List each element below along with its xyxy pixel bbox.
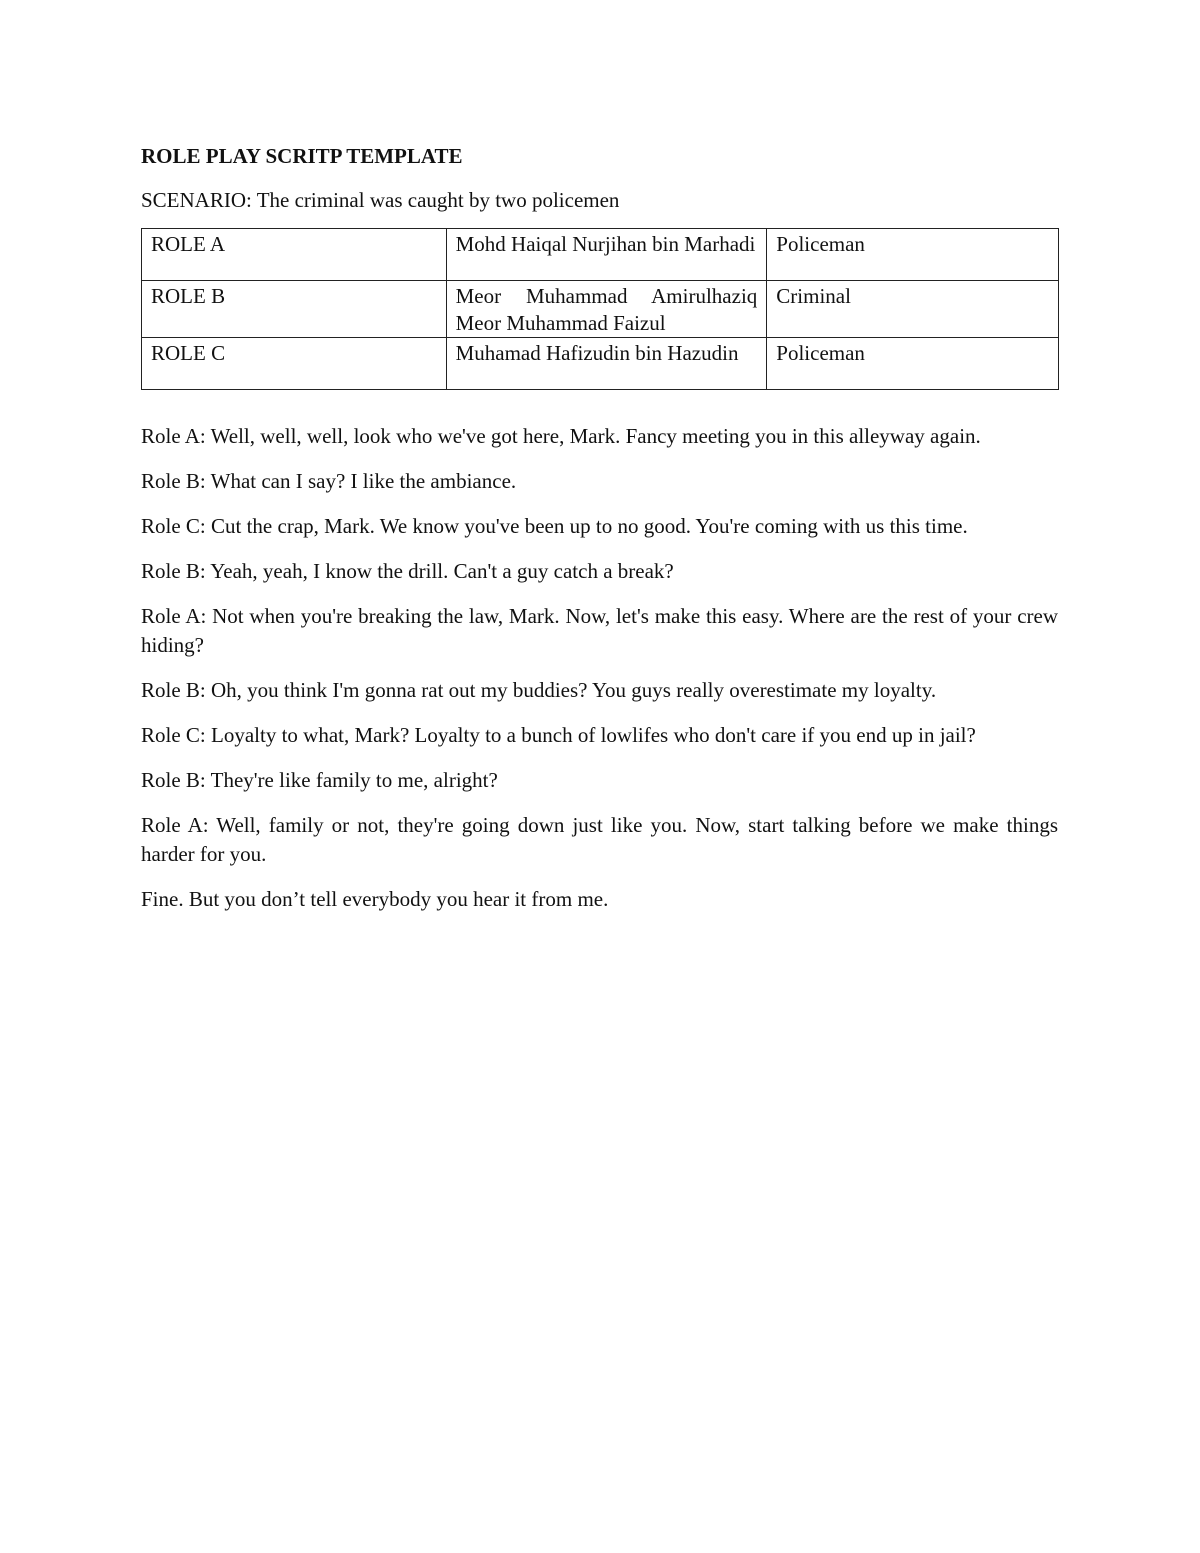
- dialogue-line: Role A: Well, family or not, they're going down just like you. Now, start talking before we make things harder for you.: [141, 813, 1058, 866]
- role-name: Mohd Haiqal Nurjihan bin Marhadi: [446, 229, 767, 281]
- dialogue-line: Role B: Yeah, yeah, I know the drill. Can't a guy catch a break?: [141, 559, 674, 583]
- dialogue-line: Role B: They're like family to me, alright?: [141, 768, 498, 792]
- role-label: ROLE C: [142, 338, 447, 390]
- dialogue-line: Role B: Oh, you think I'm gonna rat out my buddies? You guys really overestimate my loyalty.: [141, 678, 937, 702]
- dialogue-line: Role A: Well, well, well, look who we've got here, Mark. Fancy meeting you in this alleyway again.: [141, 424, 981, 448]
- document-title: ROLE PLAY SCRITP TEMPLATE: [141, 144, 463, 168]
- dialogue-line: Role C: Cut the crap, Mark. We know you've been up to no good. You're coming with us this time.: [141, 514, 968, 538]
- role-character: Policeman: [767, 338, 1059, 390]
- role-character: Policeman: [767, 229, 1059, 281]
- dialogue-line: Role B: What can I say? I like the ambiance.: [141, 469, 517, 493]
- dialogue-line: Fine. But you don’t tell everybody you hear it from me.: [141, 887, 609, 911]
- role-character: Criminal: [767, 281, 1059, 338]
- role-label: ROLE A: [142, 229, 447, 281]
- table-row: [142, 229, 1059, 281]
- dialogue-line: Role C: Loyalty to what, Mark? Loyalty to a bunch of lowlifes who don't care if you end up in jail?: [141, 723, 976, 747]
- scenario-text: SCENARIO: The criminal was caught by two policemen: [141, 188, 620, 212]
- role-label: ROLE B: [142, 281, 447, 338]
- dialogue: [141, 422, 1058, 914]
- role-name: Muhamad Hafizudin bin Hazudin: [446, 338, 767, 390]
- roles-table: [141, 228, 1059, 390]
- role-name: Meor Muhammad Amirulhaziq Meor Muhammad Faizul: [446, 281, 767, 338]
- table-row: [142, 338, 1059, 390]
- dialogue-line: Role A: Not when you're breaking the law, Mark. Now, let's make this easy. Where are the rest of your crew hiding?: [141, 604, 1058, 657]
- document-body: [141, 142, 1058, 930]
- table-row: [142, 281, 1059, 338]
